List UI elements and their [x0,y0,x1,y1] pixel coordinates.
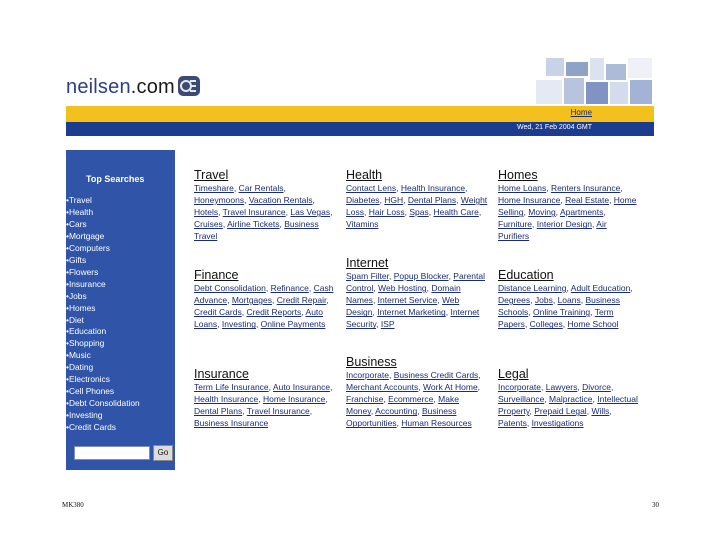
category-title[interactable]: Education [498,268,554,282]
category-link[interactable]: Investing [221,319,256,330]
sidebar-item-flowers[interactable]: • Flowers [66,267,140,279]
category-link[interactable]: Prepaid Legal [534,406,587,417]
sidebar-item-jobs[interactable]: • Jobs [66,291,140,303]
category-link[interactable]: Online Payments [260,319,326,330]
sidebar-item-electronics[interactable]: • Electronics [66,374,140,386]
date-text: Wed, 21 Feb 2004 GMT [517,124,592,131]
site-logo[interactable] [66,76,175,99]
category-link[interactable]: Debt Consolidation [194,283,266,293]
sidebar-item-credit-cards[interactable]: • Credit Cards [66,422,140,434]
sidebar-item-education[interactable]: • Education [66,326,140,338]
category-link[interactable]: Moving [528,207,556,218]
category-link[interactable]: Refinance [270,283,309,293]
sidebar-item-health[interactable]: • Health [66,207,140,219]
category-link[interactable]: Cash Advance [194,283,334,306]
category-link[interactable]: Home Selling [498,195,637,218]
category-links: Term Life Insurance, Auto Insurance, Health Insurance, Home Insurance, Dental Plans, Travel Insurance, Business Insurance [194,382,333,429]
category-link[interactable]: Dental Plans [194,406,243,417]
category-link[interactable]: Term Life Insurance [194,382,269,392]
category-link[interactable]: Auto Insurance [272,382,331,392]
category-links: Incorporate, Lawyers, Divorce, Surveillance, Malpractice, Intellectual Property, Prepaid Legal, Wills, Patents, Investigations [498,382,638,429]
category-link[interactable]: Domain Names [346,283,461,306]
category-link[interactable]: Malpractice [549,394,593,405]
logo-suffix-text: .com [130,76,175,98]
category-link[interactable]: Credit Reports [246,307,302,318]
category-title[interactable]: Legal [498,367,529,381]
category-link[interactable]: Travel Insurance [222,207,286,218]
screenshot-frame [66,58,654,470]
category-legal [498,367,640,429]
category-link[interactable]: Parental Control [346,271,485,294]
category-link[interactable]: HGH [384,195,404,206]
category-link[interactable]: Internet Service [377,295,438,306]
category-link[interactable]: Auto Loans [194,307,324,330]
category-link[interactable]: Contact Lens [346,183,397,193]
category-link[interactable]: Ecommerce [388,394,434,405]
category-link[interactable]: Online Training [532,307,591,318]
category-title[interactable]: Insurance [194,367,249,381]
top-bar [66,106,654,123]
category-link[interactable]: Weight Loss [346,195,488,218]
category-link[interactable]: Health Care [433,207,479,218]
category-link[interactable]: Home Insurance [263,394,326,405]
category-health [346,168,488,230]
category-link[interactable]: Divorce [582,382,611,392]
sidebar-item-dating[interactable]: • Dating [66,362,140,374]
sidebar-item-debt-consolidation[interactable]: • Debt Consolidation [66,398,140,410]
sidebar-item-cell-phones[interactable]: • Cell Phones [66,386,140,398]
category-link[interactable]: Wills [591,406,610,417]
sidebar-item-mortgage[interactable]: • Mortgage [66,231,140,243]
category-link[interactable]: Loans [557,295,581,306]
top-searches-list [66,195,140,434]
category-link[interactable]: Accounting [375,406,418,417]
category-link[interactable]: Air Purifiers [498,219,607,242]
category-link[interactable]: Credit Repair [276,295,327,306]
footer-page-number: 30 [652,501,659,509]
sidebar-item-travel[interactable]: • Travel [66,195,140,207]
top-searches-sidebar [66,150,175,470]
category-link[interactable]: Health Insurance [400,183,466,193]
category-link[interactable]: Diabetes [346,195,380,206]
category-link[interactable]: Spam Filter [346,271,389,281]
category-link[interactable]: Vacation Rentals [248,195,313,206]
category-link[interactable]: Internet Marketing [377,307,446,318]
category-link[interactable]: Health Insurance [194,394,259,405]
category-link[interactable]: Dental Plans [407,195,457,206]
category-link[interactable]: Furniture [498,219,533,230]
category-link[interactable]: Interior Design [536,219,593,230]
category-link[interactable]: Colleges [529,319,563,330]
category-link[interactable]: Hair Loss [368,207,405,218]
category-link[interactable]: Apartments [559,207,604,218]
category-business [346,355,488,429]
sidebar-item-insurance[interactable]: • Insurance [66,279,140,291]
category-links: Spam Filter, Popup Blocker, Parental Control, Web Hosting, Domain Names, Internet Service, Web Design, Internet Marketing, Internet Security, ISP [346,271,485,330]
category-links: Incorporate, Business Credit Cards, Merchant Accounts, Work At Home, Franchise, Ecommerce, Make Money, Accounting, Business Opportunities, Human Resources [346,370,481,429]
category-link[interactable]: Business Schools [498,295,620,318]
sidebar-item-cars[interactable]: • Cars [66,219,140,231]
category-link[interactable]: Jobs [534,295,553,306]
search-input[interactable] [74,446,150,460]
category-link[interactable]: Patents [498,418,527,429]
category-link[interactable]: Credit Cards [194,307,242,318]
category-link[interactable]: Franchise [346,394,384,405]
category-links: Debt Consolidation, Refinance, Cash Advance, Mortgages, Credit Repair, Credit Cards, Credit Reports, Auto Loans, Investing, Online Payments [194,283,334,330]
category-link[interactable]: Cruises [194,219,223,230]
category-link[interactable]: Surveillance [498,394,545,405]
category-title[interactable]: Travel [194,168,229,182]
category-link[interactable]: Renters Insurance [550,183,621,193]
category-link[interactable]: ISP [380,319,395,330]
category-links: Timeshare, Car Rentals, Honeymoons, Vacation Rentals, Hotels, Travel Insurance, Las Vegas, Cruises, Airline Tickets, Business Travel [194,183,333,242]
category-title[interactable]: Health [346,168,383,182]
category-link[interactable]: Spas [409,207,429,218]
sidebar-title: Top Searches [86,174,145,184]
category-homes [498,168,640,242]
category-link[interactable]: Term Papers [498,307,614,330]
logo-graphic-icon [176,74,202,98]
sidebar-item-shopping[interactable]: • Shopping [66,338,140,350]
logo-main-text: neilsen [66,76,131,98]
category-link[interactable]: Business Credit Cards [393,370,479,380]
category-link[interactable]: Degrees [498,295,531,306]
footer-course-code: MK380 [62,501,84,509]
category-link[interactable]: Las Vegas [290,207,331,218]
category-link[interactable]: Human Resources [401,418,472,429]
category-title[interactable]: Finance [194,268,239,282]
category-link[interactable]: Vitamins [346,219,379,230]
category-link[interactable]: Car Rentals [238,183,284,193]
category-internet [346,256,488,330]
sidebar-item-gifts[interactable]: • Gifts [66,255,140,267]
category-link[interactable]: Web Design [346,295,460,318]
category-link[interactable]: Adult Education [570,283,631,293]
category-link[interactable]: Airline Tickets [227,219,280,230]
category-link[interactable]: Work At Home [423,382,478,393]
category-links: Contact Lens, Health Insurance, Diabetes, HGH, Dental Plans, Weight Loss, Hair Loss, Spas, Health Care, Vitamins [346,183,488,230]
home-link[interactable]: Home [570,108,592,117]
category-link[interactable]: Travel Insurance [246,406,310,417]
category-link[interactable]: Business Opportunities [346,406,457,429]
category-link[interactable]: Home School [567,319,619,330]
sidebar-item-diet[interactable]: • Diet [66,315,140,327]
category-link[interactable]: Web Hosting [378,283,427,294]
category-finance [194,268,336,330]
category-link[interactable]: Popup Blocker [393,271,449,281]
category-link[interactable]: Timeshare [194,183,234,193]
category-link[interactable]: Home Insurance [498,195,561,206]
category-link[interactable]: Incorporate [498,382,541,392]
category-title[interactable]: Internet [346,256,389,270]
category-link[interactable]: Lawyers [545,382,578,392]
category-link[interactable]: Business Insurance [194,418,269,429]
category-link[interactable]: Incorporate [346,370,389,380]
category-link[interactable]: Internet Security [346,307,480,330]
category-link[interactable]: Home Loans [498,183,547,193]
sidebar-item-investing[interactable]: • Investing [66,410,140,422]
category-link[interactable]: Merchant Accounts [346,382,419,393]
category-link[interactable]: Intellectual Property [498,394,638,417]
sidebar-item-homes[interactable]: • Homes [66,303,140,315]
category-link[interactable]: Make Money [346,394,459,417]
category-link[interactable]: Mortgages [231,295,272,306]
category-education [498,268,640,330]
date-bar [66,122,654,136]
category-link[interactable]: Honeymoons [194,195,245,206]
category-links: Distance Learning, Adult Education, Degrees, Jobs, Loans, Business Schools, Online Training, Term Papers, Colleges, Home School [498,283,633,330]
sidebar-item-music[interactable]: • Music [66,350,140,362]
category-travel [194,168,336,242]
go-button[interactable]: Go [153,445,173,461]
category-insurance [194,367,336,429]
category-link[interactable]: Distance Learning [498,283,567,293]
category-link[interactable]: Real Estate [565,195,610,206]
category-link[interactable]: Hotels [194,207,219,218]
category-title[interactable]: Homes [498,168,538,182]
sidebar-item-computers[interactable]: • Computers [66,243,140,255]
category-link[interactable]: Investigations [531,418,584,429]
header-mosaic-graphic [536,58,654,106]
category-links: Home Loans, Renters Insurance, Home Insurance, Real Estate, Home Selling, Moving, Apartments, Furniture, Interior Design, Air Purifiers [498,183,637,242]
category-link[interactable]: Business Travel [194,219,319,242]
category-title[interactable]: Business [346,355,397,369]
